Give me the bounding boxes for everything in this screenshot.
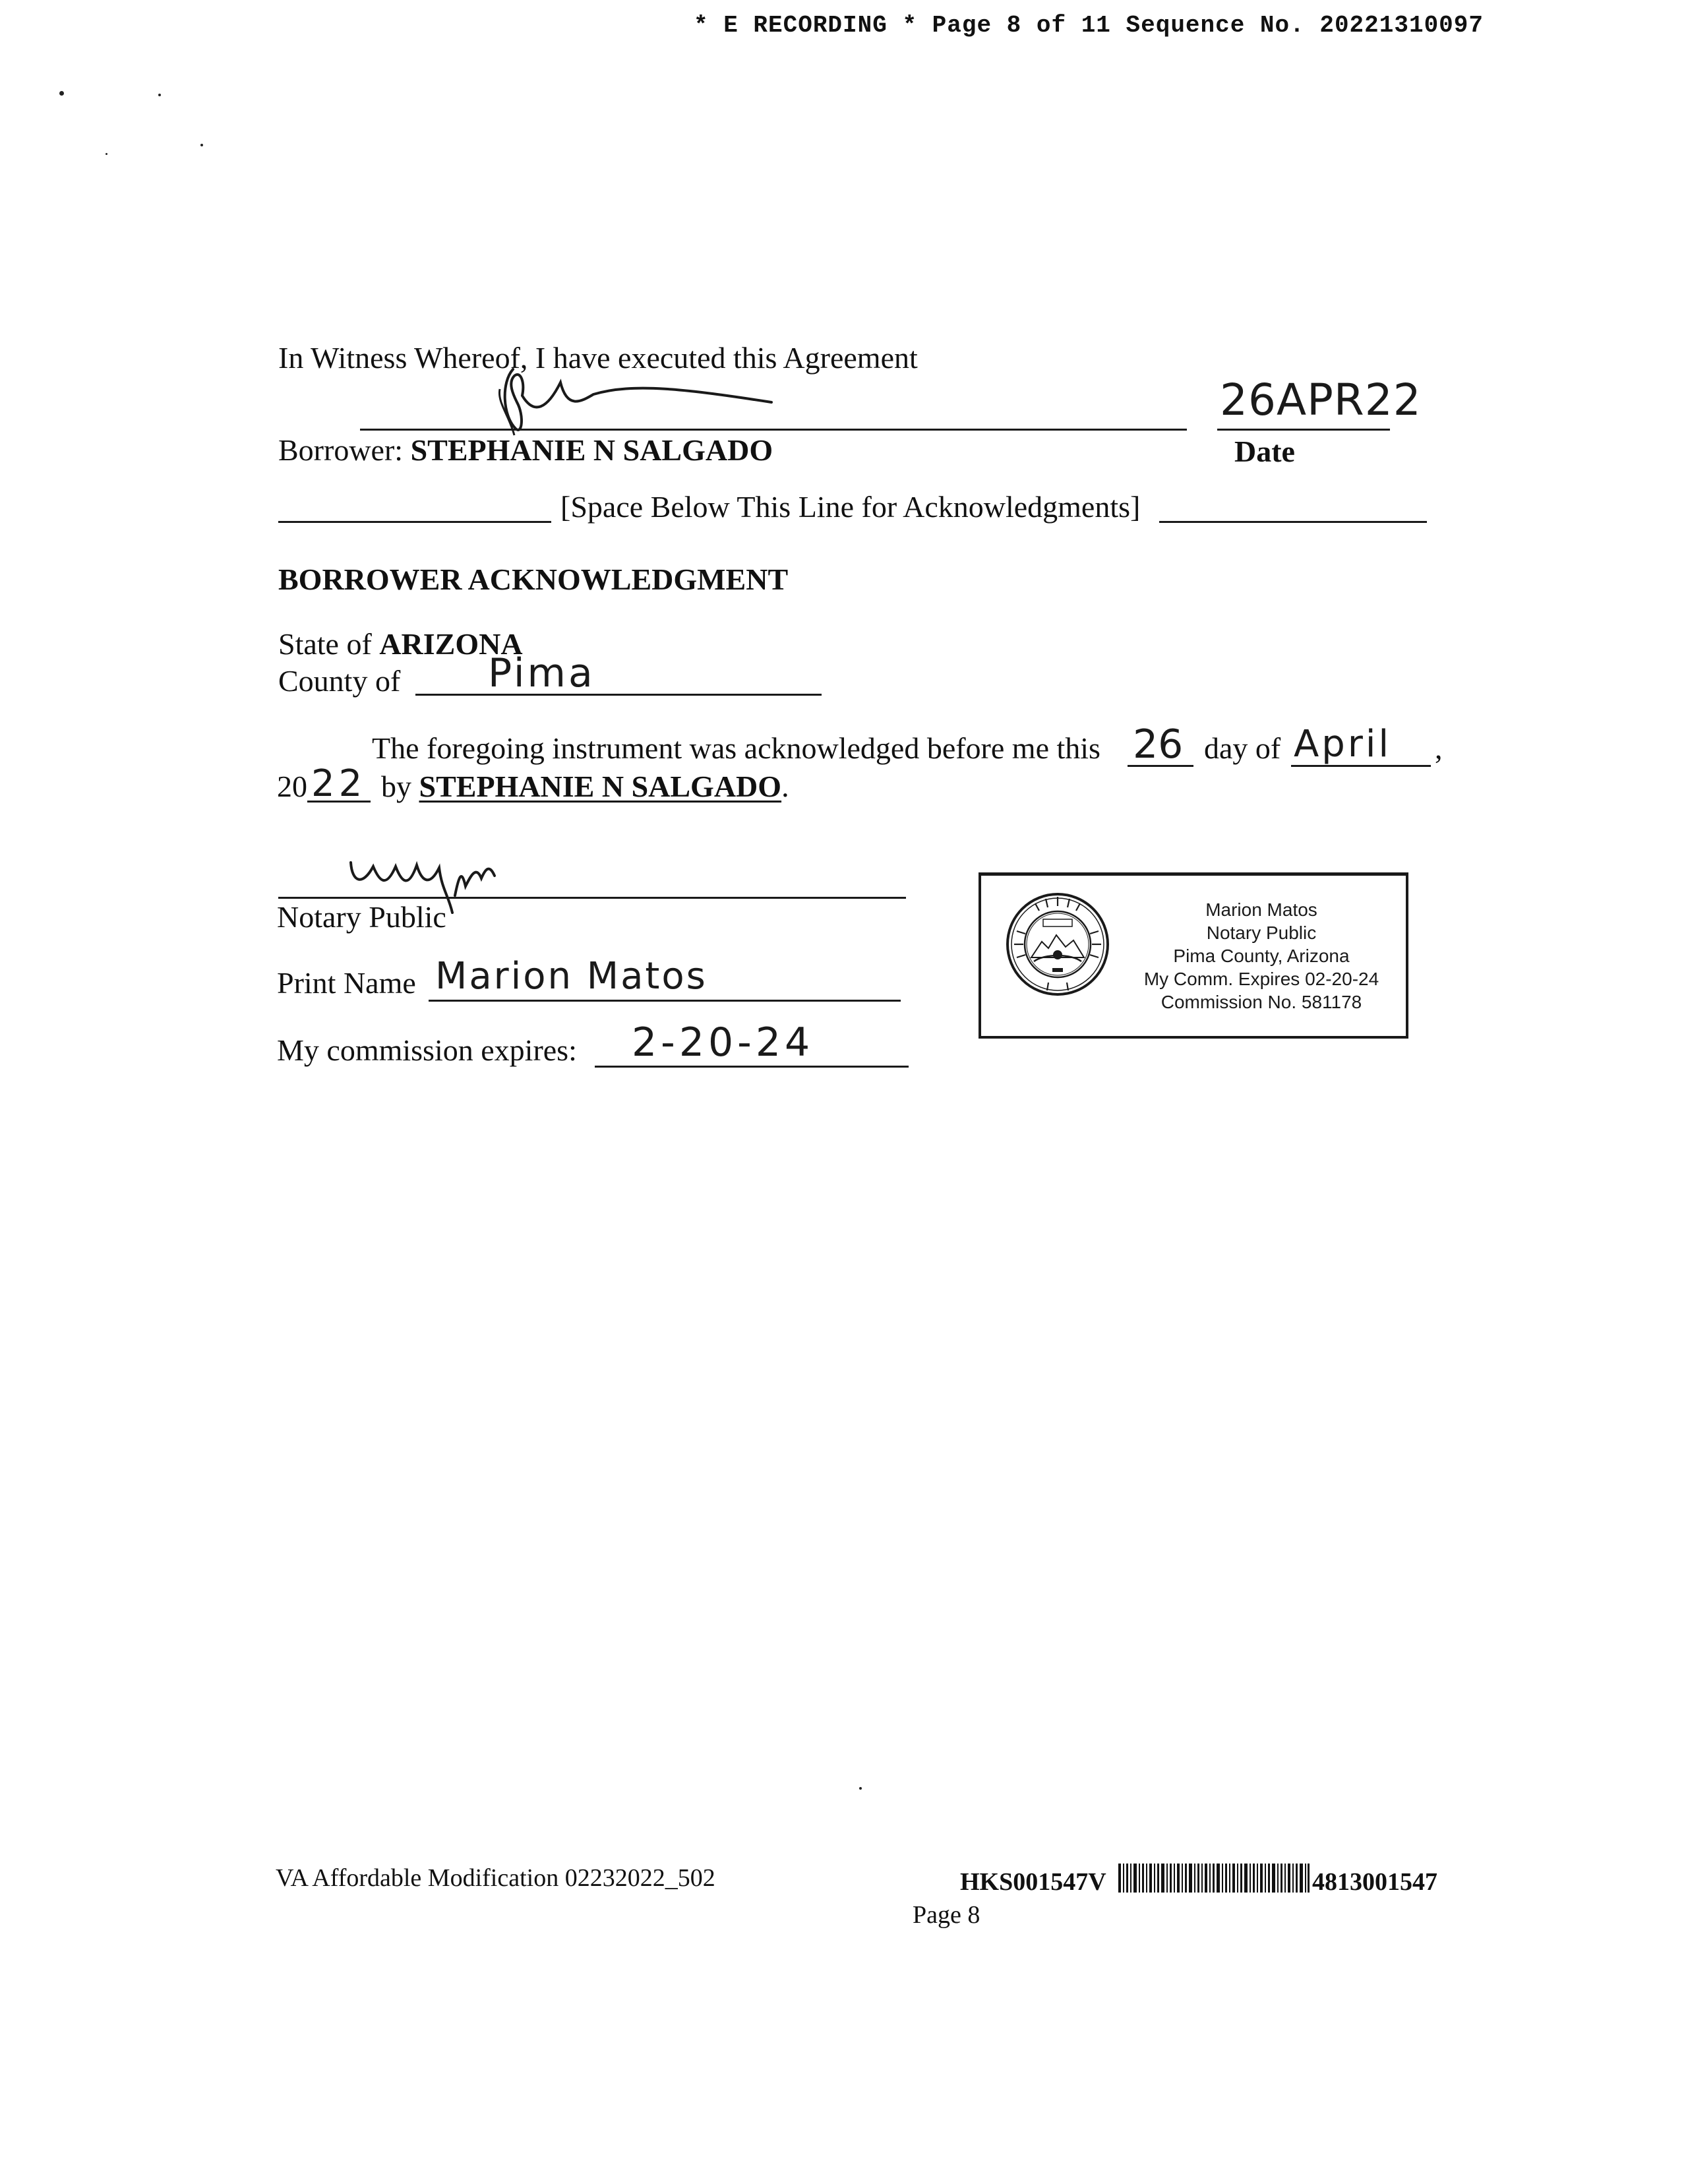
month-line [1291, 765, 1431, 767]
page-number: Page 8 [913, 1901, 980, 1929]
date-label: Date [1234, 435, 1295, 468]
notary-stamp [979, 872, 1408, 1039]
day-handwritten: 26 [1133, 721, 1184, 768]
stamp-expiry: My Comm. Expires 02-20-24 [1143, 969, 1379, 989]
stamp-notary-name: Marion Matos [1205, 899, 1317, 920]
stamp-county: Pima County, Arizona [1173, 946, 1350, 966]
commission-handwritten: 2-20-24 [632, 1019, 814, 1066]
stamp-commission-number: Commission No. 581178 [1160, 992, 1362, 1012]
day-line [1128, 765, 1193, 767]
witness-statement: In Witness Whereof, I have executed this Agreement [278, 341, 918, 375]
state-value: ARIZONA [379, 627, 523, 661]
commission-line [595, 1066, 909, 1068]
separator-left-line [278, 521, 551, 523]
county-handwritten: Pima [488, 650, 595, 696]
by-text: by [381, 770, 411, 803]
notary-signature-line [278, 897, 906, 899]
year-handwritten: 22 [311, 762, 367, 805]
commission-label: My commission expires: [277, 1033, 577, 1067]
print-name-line [429, 1000, 901, 1002]
separator-text: [Space Below This Line for Acknowledgments] [560, 490, 1141, 524]
separator-right-line [1159, 521, 1427, 523]
month-handwritten: April [1294, 723, 1391, 766]
acknowledged-by [381, 772, 789, 802]
borrower-label: Borrower: [278, 433, 404, 467]
loan-number: 4813001547 [1312, 1868, 1437, 1896]
form-name: VA Affordable Modification 02232022_502 [276, 1864, 715, 1892]
period: . [781, 770, 789, 803]
year-line [307, 801, 371, 803]
day-of-text: day of [1204, 731, 1281, 765]
borrower-line [278, 435, 773, 466]
acknowledgment-heading: BORROWER ACKNOWLEDGMENT [278, 562, 789, 596]
state-line [278, 629, 523, 659]
date-handwritten: 26APR22 [1220, 375, 1422, 425]
instrument-text: The foregoing instrument was acknowledged before me this [372, 731, 1100, 765]
county-label: County of [278, 664, 401, 698]
recording-header: * E RECORDING * Page 8 of 11 Sequence No. 20221310097 [694, 12, 1484, 39]
barcode-icon [1118, 1864, 1310, 1893]
stamp-title: Notary Public [1206, 923, 1317, 943]
print-name-handwritten: Marion Matos [435, 955, 708, 998]
loan-code: HKS001547V [960, 1868, 1106, 1896]
county-line [415, 694, 822, 696]
borrower-name: STEPHANIE N SALGADO [410, 433, 773, 467]
acknowledged-name: STEPHANIE N SALGADO [419, 770, 782, 803]
state-seal-icon [1005, 892, 1110, 997]
stamp-text-block [1126, 898, 1397, 1014]
comma: , [1435, 731, 1443, 765]
notary-public-label: Notary Public [277, 900, 446, 934]
borrower-signature-line [360, 429, 1187, 431]
year-prefix: 20 [277, 770, 307, 803]
state-label: State of [278, 627, 372, 661]
print-name-label: Print Name [277, 966, 416, 1000]
date-line [1217, 429, 1390, 431]
